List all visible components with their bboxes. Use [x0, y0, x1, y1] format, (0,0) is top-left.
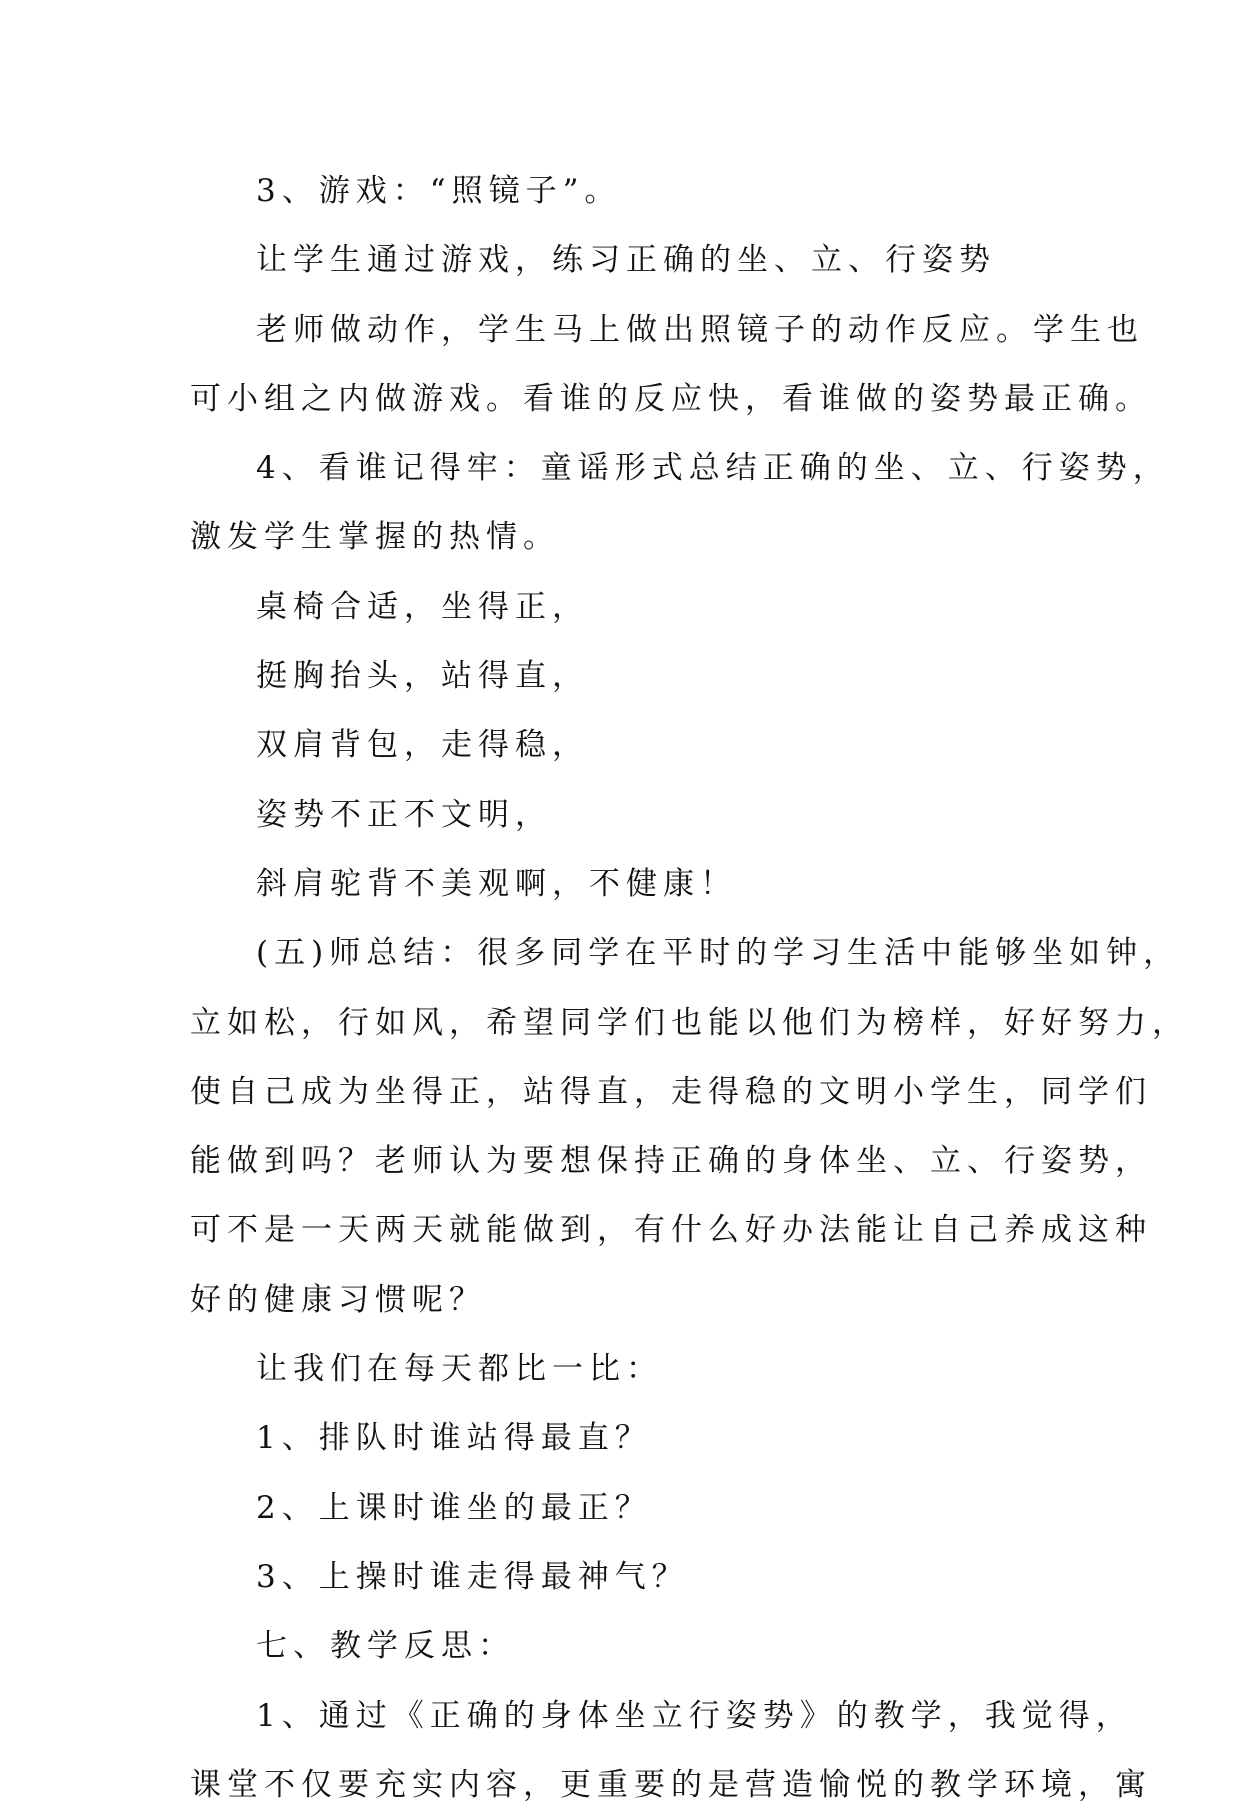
text-line: 好的健康习惯呢？ — [190, 1281, 486, 1318]
text-line: 1、通过《正确的身体坐立行姿势》的教学，我觉得， — [256, 1697, 1133, 1734]
text-line: 七、教学反思： — [256, 1628, 515, 1665]
text-line: 姿势不正不文明， — [256, 796, 552, 833]
text-line: (五)师总结：很多同学在平时的学习生活中能够坐如钟， — [256, 935, 1181, 972]
text-line: 2、上课时谁坐的最正？ — [256, 1489, 652, 1526]
text-line: 挺胸抬头，站得直， — [256, 658, 589, 695]
text-line: 可小组之内做游戏。看谁的反应快，看谁做的姿势最正确。 — [190, 380, 1152, 417]
text-line: 课堂不仅要充实内容，更重要的是营造愉悦的教学环境，寓 — [190, 1766, 1152, 1803]
text-line: 让学生通过游戏，练习正确的坐、立、行姿势 — [256, 242, 996, 279]
text-line: 老师做动作，学生马上做出照镜子的动作反应。学生也 — [256, 311, 1144, 348]
text-line: 1、排队时谁站得最直？ — [256, 1420, 652, 1457]
text-line: 桌椅合适，坐得正， — [256, 588, 589, 625]
text-line: 能做到吗？老师认为要想保持正确的身体坐、立、行姿势， — [190, 1143, 1152, 1180]
text-line: 斜肩驼背不美观啊，不健康！ — [256, 865, 737, 902]
text-line: 激发学生掌握的热情。 — [190, 519, 560, 556]
text-line: 立如松，行如风，希望同学们也能以他们为榜样，好好努力， — [190, 1004, 1189, 1041]
text-line: 3、游戏：“照镜子”。 — [256, 173, 622, 209]
text-line: 使自己成为坐得正，站得直，走得稳的文明小学生，同学们 — [190, 1073, 1152, 1110]
text-line: 4、看谁记得牢：童谣形式总结正确的坐、立、行姿势， — [256, 450, 1170, 487]
document-body — [190, 157, 1189, 1820]
text-line: 可不是一天两天就能做到，有什么好办法能让自己养成这种 — [190, 1212, 1152, 1249]
text-line: 让我们在每天都比一比： — [256, 1351, 663, 1388]
text-line: 双肩背包，走得稳， — [256, 727, 589, 764]
text-line: 3、上操时谁走得最神气？ — [256, 1558, 689, 1595]
